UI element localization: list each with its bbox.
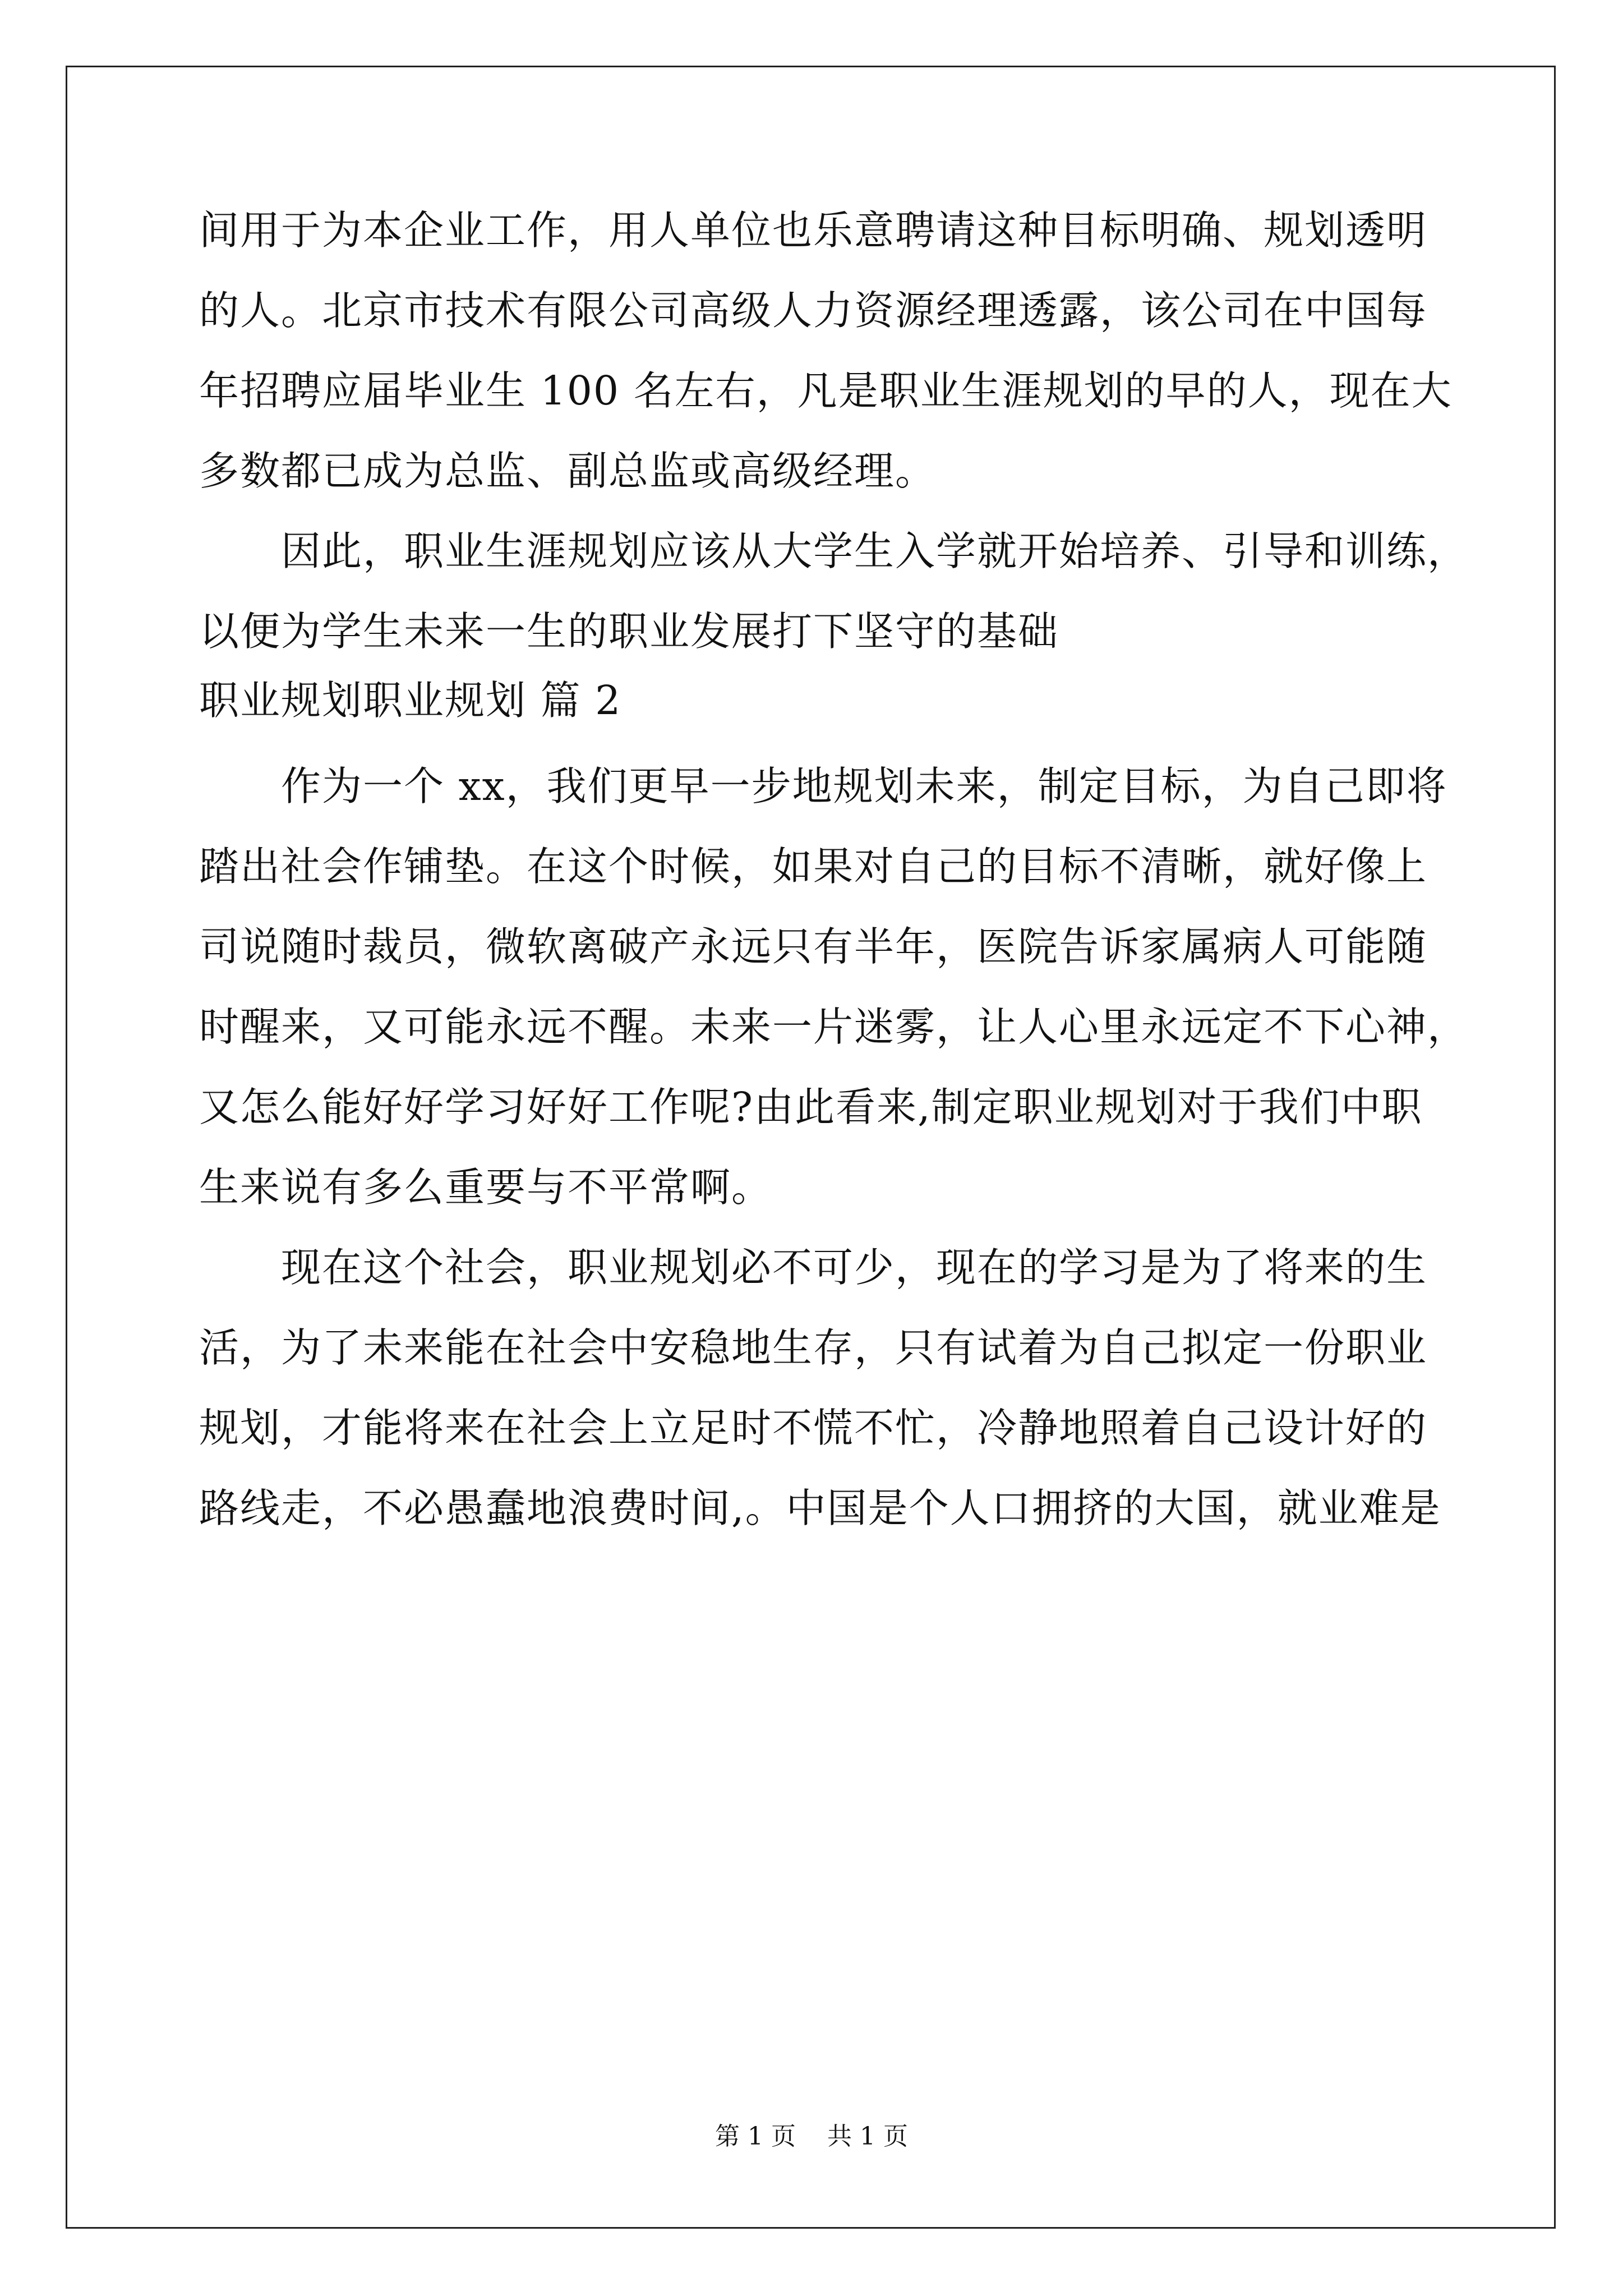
text-line: 时醒来，又可能永远不醒。未来一片迷雾，让人心里永远定不下心神， (199, 1004, 1469, 1050)
text-line: 踏出社会作铺垫。在这个时候，如果对自己的目标不清晰，就好像上 (199, 843, 1428, 890)
text-line: 以便为学生未来一生的职业发展打下坚守的基础 (199, 608, 1059, 655)
page-total: 共 1 页 (827, 2122, 908, 2151)
text-line: 路线走，不必愚蠢地浪费时间,。中国是个人口拥挤的大国，就业难是 (199, 1485, 1441, 1531)
text-line: 年招聘应届毕业生 100 名左右，凡是职业生涯规划的早的人，现在大 (199, 367, 1453, 414)
text-line: 多数都已成为总监、副总监或高级经理。 (199, 448, 937, 494)
text-line: 现在这个社会，职业规划必不可少，现在的学习是为了将来的生 (281, 1244, 1428, 1291)
document-body (199, 207, 1469, 1568)
text-line: 又怎么能好好学习好好工作呢?由此看来,制定职业规划对于我们中职 (199, 1084, 1423, 1130)
text-line: 的人。北京市技术有限公司高级人力资源经理透露，该公司在中国每 (199, 287, 1428, 334)
text-line: 因此，职业生涯规划应该从大学生入学就开始培养、引导和训练， (281, 528, 1469, 574)
text-line: 规划，才能将来在社会上立足时不慌不忙，冷静地照着自己设计好的 (199, 1405, 1428, 1451)
page-footer (0, 2124, 1623, 2149)
text-line: 活，为了未来能在社会中安稳地生存，只有试着为自己拟定一份职业 (199, 1324, 1428, 1371)
text-line: 间用于为本企业工作，用人单位也乐意聘请这种目标明确、规划透明 (199, 207, 1428, 254)
text-line: 司说随时裁员，微软离破产永远只有半年，医院告诉家属病人可能随 (199, 923, 1428, 970)
page-number: 第 1 页 (715, 2122, 796, 2151)
text-line: 作为一个 xx，我们更早一步地规划未来，制定目标，为自己即将 (281, 763, 1447, 809)
section-heading: 职业规划职业规划 篇 2 (199, 677, 622, 724)
text-line: 生来说有多么重要与不平常啊。 (199, 1164, 773, 1211)
